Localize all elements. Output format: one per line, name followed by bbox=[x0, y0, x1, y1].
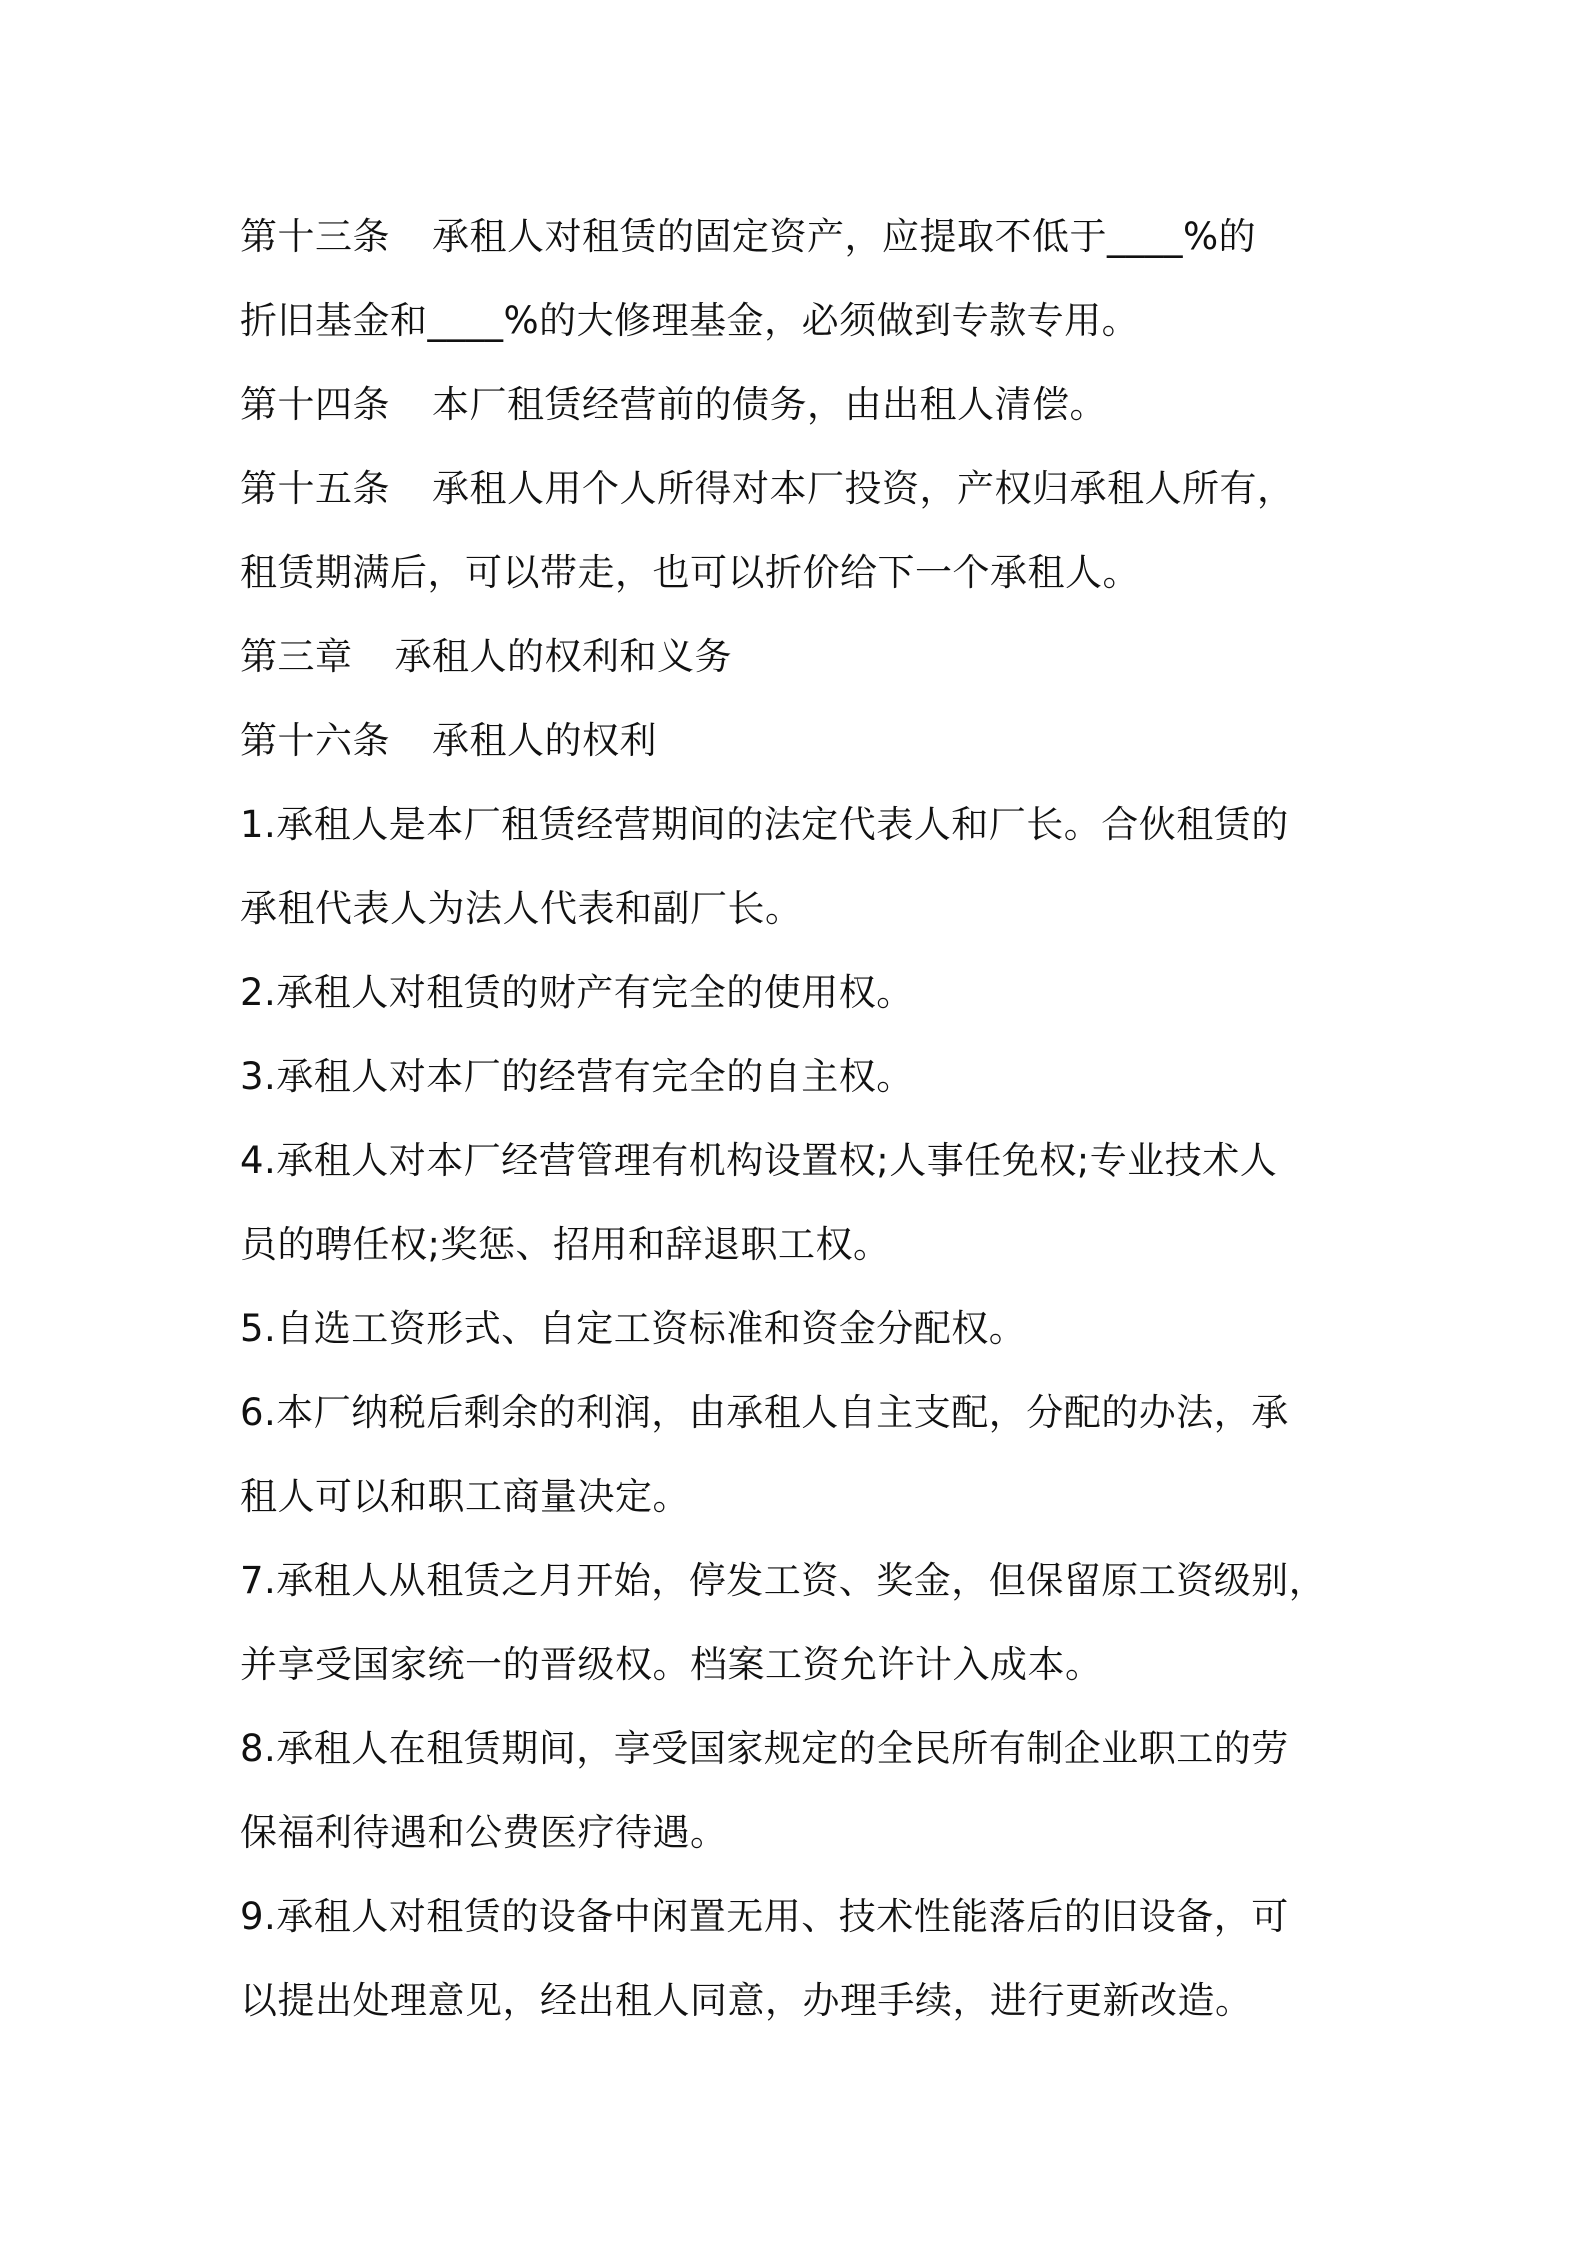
article-13-line-2 bbox=[240, 279, 1360, 363]
chapter-title: 承租人的权利和义务 bbox=[394, 635, 732, 678]
right-item-4-line-2 bbox=[240, 1203, 1360, 1287]
list-item-text: 以提出处理意见，经出租人同意，办理手续，进行更新改造。 bbox=[240, 1979, 1253, 2022]
article-text: 承租人用个人所得对本厂投资，产权归承租人所有， bbox=[432, 467, 1295, 510]
list-item-text: 7.承租人从租赁之月开始，停发工资、奖金，但保留原工资级别， bbox=[240, 1559, 1327, 1602]
right-item-2 bbox=[240, 951, 1360, 1035]
list-item-text: 并享受国家统一的晋级权。档案工资允许计入成本。 bbox=[240, 1643, 1103, 1686]
right-item-7-line-2 bbox=[240, 1623, 1360, 1707]
right-item-1-line-1 bbox=[240, 783, 1360, 867]
list-item-text: 2.承租人对租赁的财产有完全的使用权。 bbox=[240, 971, 914, 1014]
chapter-label: 第三章 bbox=[240, 635, 353, 678]
right-item-8-line-2 bbox=[240, 1791, 1360, 1875]
article-label: 第十五条 bbox=[240, 467, 390, 510]
list-item-text: 员的聘任权;奖惩、招用和辞退职工权。 bbox=[240, 1223, 891, 1266]
right-item-6-line-2 bbox=[240, 1455, 1360, 1539]
list-item-text: 8.承租人在租赁期间，享受国家规定的全民所有制企业职工的劳 bbox=[240, 1727, 1289, 1770]
right-item-7-line-1 bbox=[240, 1539, 1360, 1623]
right-item-8-line-1 bbox=[240, 1707, 1360, 1791]
article-text: 折旧基金和____%的大修理基金，必须做到专款专用。 bbox=[240, 299, 1140, 342]
list-item-text: 保福利待遇和公费医疗待遇。 bbox=[240, 1811, 728, 1854]
list-item-text: 承租代表人为法人代表和副厂长。 bbox=[240, 887, 803, 930]
right-item-4-line-1 bbox=[240, 1119, 1360, 1203]
article-label: 第十四条 bbox=[240, 383, 390, 426]
article-16-heading bbox=[240, 699, 1360, 783]
right-item-5 bbox=[240, 1287, 1360, 1371]
article-text: 承租人的权利 bbox=[432, 719, 657, 762]
right-item-3 bbox=[240, 1035, 1360, 1119]
right-item-9-line-1 bbox=[240, 1875, 1360, 1959]
article-13-line-1 bbox=[240, 195, 1360, 279]
article-label: 第十三条 bbox=[240, 215, 390, 258]
list-item-text: 3.承租人对本厂的经营有完全的自主权。 bbox=[240, 1055, 914, 1098]
chapter-3-heading bbox=[240, 615, 1360, 699]
article-15-line-1 bbox=[240, 447, 1360, 531]
list-item-text: 9.承租人对租赁的设备中闲置无用、技术性能落后的旧设备，可 bbox=[240, 1895, 1289, 1938]
list-item-text: 5.自选工资形式、自定工资标准和资金分配权。 bbox=[240, 1307, 1027, 1350]
list-item-text: 6.本厂纳税后剩余的利润，由承租人自主支配，分配的办法，承 bbox=[240, 1391, 1289, 1434]
article-text: 租赁期满后，可以带走，也可以折价给下一个承租人。 bbox=[240, 551, 1140, 594]
document-body bbox=[240, 195, 1360, 2043]
right-item-1-line-2 bbox=[240, 867, 1360, 951]
article-label: 第十六条 bbox=[240, 719, 390, 762]
list-item-text: 租人可以和职工商量决定。 bbox=[240, 1475, 690, 1518]
right-item-9-line-2 bbox=[240, 1959, 1360, 2043]
list-item-text: 1.承租人是本厂租赁经营期间的法定代表人和厂长。合伙租赁的 bbox=[240, 803, 1289, 846]
right-item-6-line-1 bbox=[240, 1371, 1360, 1455]
article-15-line-2 bbox=[240, 531, 1360, 615]
list-item-text: 4.承租人对本厂经营管理有机构设置权;人事任免权;专业技术人 bbox=[240, 1139, 1278, 1182]
article-text: 承租人对租赁的固定资产，应提取不低于____%的 bbox=[432, 215, 1257, 258]
article-text: 本厂租赁经营前的债务，由出租人清偿。 bbox=[432, 383, 1107, 426]
article-14-line-1 bbox=[240, 363, 1360, 447]
